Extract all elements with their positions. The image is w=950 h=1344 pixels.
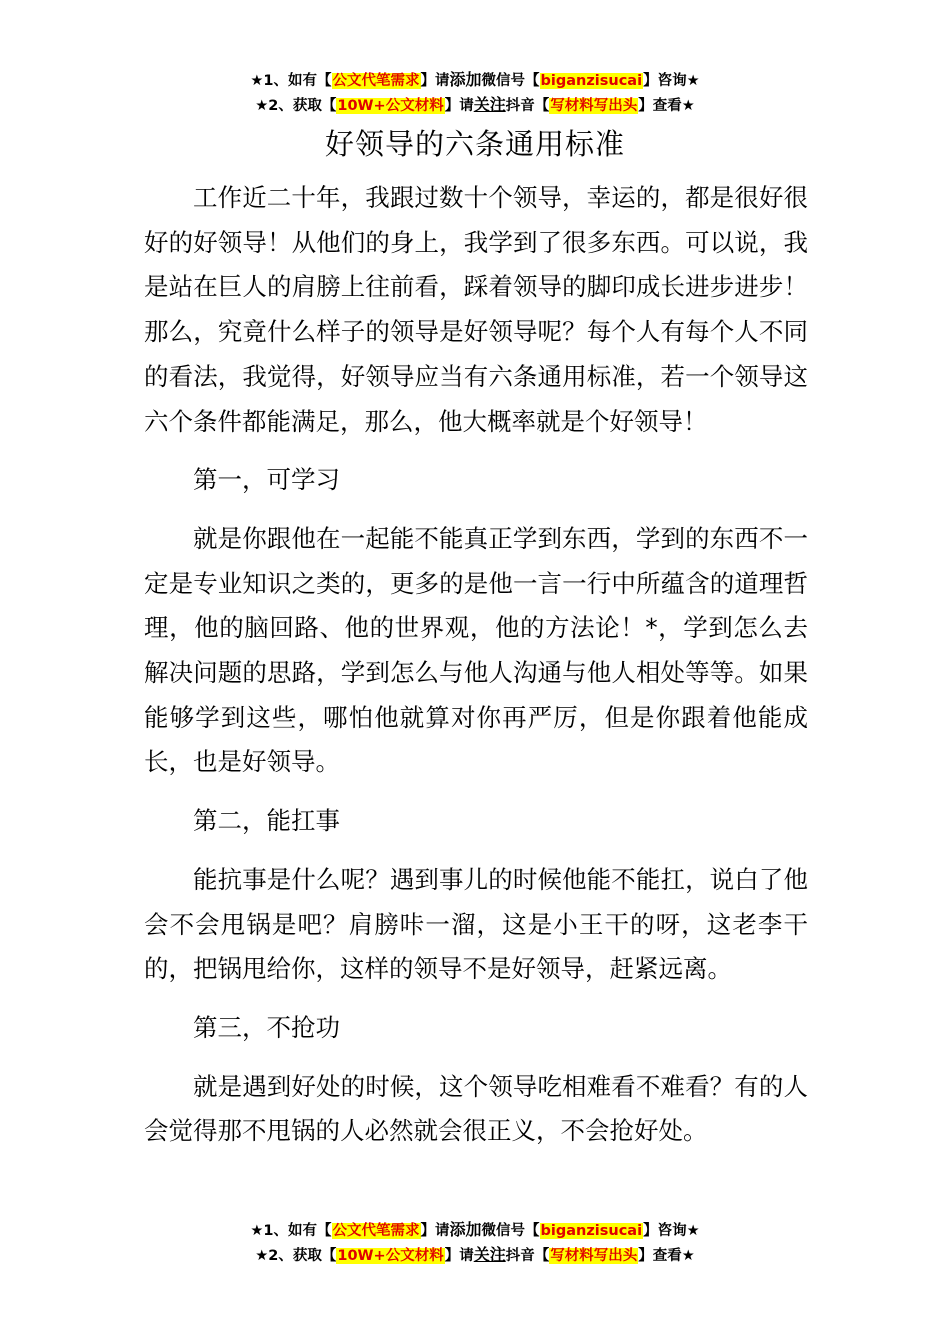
promo-line-2: ★2、获取【10W+公文材料】请关注抖音【写材料写出头】查看★ <box>255 95 695 114</box>
section-heading-1: 第一，可学习 <box>193 465 340 495</box>
highlight-douyin-id: 写材料写出头 <box>550 1248 638 1264</box>
promo-banner-top <box>0 68 950 118</box>
promo-line-1: ★1、如有【公文代笔需求】请添加微信号【biganzisucai】咨询★ <box>250 1220 700 1239</box>
section-paragraph-3: 就是遇到好处的时候，这个领导吃相难看不难看？有的人会觉得那不甩锅的人必然就会很正义，不会抢好处。 <box>144 1071 808 1146</box>
promo-banner-bottom <box>0 1218 950 1268</box>
promo-line-1: ★1、如有【公文代笔需求】请添加微信号【biganzisucai】咨询★ <box>250 70 700 89</box>
highlight-materials: 10W+公文材料 <box>337 98 444 114</box>
highlight-wechat-id: biganzisucai <box>540 73 643 89</box>
highlight-service: 公文代笔需求 <box>332 73 420 89</box>
section-paragraph-2: 能抗事是什么呢？遇到事儿的时候他能不能扛，说白了他会不会甩锅是吧？肩膀咔一溜，这是小王干的呀，这老李干的，把锅甩给你，这样的领导不是好领导，赶紧远离。 <box>144 864 808 984</box>
section-heading-3: 第三，不抢功 <box>193 1012 340 1042</box>
highlight-douyin-id: 写材料写出头 <box>550 98 638 114</box>
promo-line-2: ★2、获取【10W+公文材料】请关注抖音【写材料写出头】查看★ <box>255 1245 695 1264</box>
highlight-materials: 10W+公文材料 <box>337 1248 444 1264</box>
section-heading-2: 第二，能扛事 <box>193 806 340 836</box>
document-title: 好领导的六条通用标准 <box>324 127 625 161</box>
highlight-service: 公文代笔需求 <box>332 1223 420 1239</box>
intro-paragraph: 工作近二十年，我跟过数十个领导，幸运的，都是很好很好的好领导！从他们的身上，我学到了很多东西。可以说，我是站在巨人的肩膀上往前看，踩着领导的脚印成长进步进步！那么，究竟什么样子的领导是好领导呢？每个人有每个人不同的看法，我觉得，好领导应当有六条通用标准，若一个领导这六个条件都能满足，那么，他大概率就是个好领导！ <box>144 183 808 436</box>
section-paragraph-1: 就是你跟他在一起能不能真正学到东西，学到的东西不一定是专业知识之类的，更多的是他一言一行中所蕴含的道理哲理，他的脑回路、他的世界观，他的方法论！*，学到怎么去解决问题的思路，学到怎么与他人沟通与他人相处等等。如果能够学到这些，哪怕他就算对你再严厉，但是你跟着他能成长，也是好领导。 <box>144 523 808 777</box>
document-body <box>144 176 808 1168</box>
highlight-wechat-id: biganzisucai <box>540 1223 643 1239</box>
